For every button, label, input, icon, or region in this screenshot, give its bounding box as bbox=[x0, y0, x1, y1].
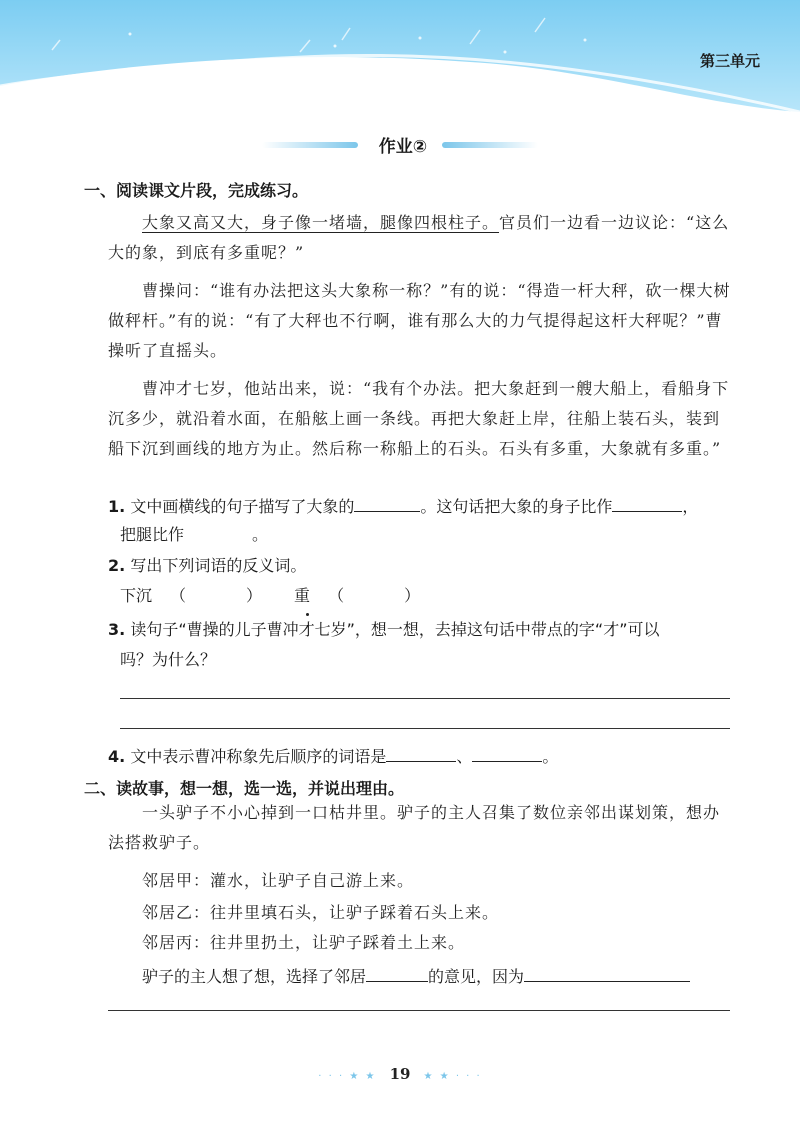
question-text: 文中表示曹冲称象先后顺序的词语是 bbox=[130, 747, 387, 766]
question-text: 把腿比作 bbox=[120, 525, 185, 544]
question-4 bbox=[108, 742, 558, 772]
question-3-line-2: 吗？为什么？ bbox=[120, 650, 217, 669]
dotted-character: 才 bbox=[299, 615, 315, 645]
answer-blank[interactable] bbox=[472, 743, 542, 762]
paren-close: ） bbox=[404, 586, 421, 605]
answer-blank[interactable] bbox=[386, 743, 456, 762]
paren-close: ） bbox=[246, 586, 263, 605]
question-1 bbox=[108, 492, 698, 522]
neighbor-bing: 邻居丙：往井里扔土，让驴子踩着土上来。 bbox=[142, 933, 466, 952]
question-text: 写出下列词语的反义词。 bbox=[130, 556, 307, 575]
question-number: 4. bbox=[108, 747, 126, 766]
story-paragraph: 一头驴子不小心掉到一口枯井里。驴子的主人召集了数位亲邻出谋划策，想办法搭救驴子。 bbox=[108, 803, 721, 852]
separator: 、 bbox=[456, 747, 473, 766]
passage-paragraph-3: 曹冲才七岁，他站出来，说：“我有个办法。把大象赶到一艘大船上，看船身下沉多少，就沿着水面，在船舷上画一条线。再把大象赶上岸，往船上装石头，装到船下沉到画线的地方为止。然后称一称船上的石头。石头有多重，大象就有多重。” bbox=[108, 379, 730, 458]
answer-line[interactable] bbox=[120, 728, 730, 729]
passage-text: 官员们一边看一边议论：“这么大的象，到底有多重呢？” bbox=[108, 213, 730, 262]
homework-title-row bbox=[0, 132, 800, 158]
question-2 bbox=[108, 551, 306, 581]
question-text: 文中画横线的句子描写了大象的 bbox=[130, 497, 355, 516]
title-decor-right bbox=[442, 142, 538, 148]
passage-1 bbox=[108, 208, 732, 464]
neighbor-jia: 邻居甲：灌水，让驴子自己游上来。 bbox=[142, 871, 415, 890]
question-text: 的意见，因为 bbox=[428, 967, 525, 986]
header-banner bbox=[0, 0, 800, 115]
question-number: 1. bbox=[108, 497, 126, 516]
question-text: 驴子的主人想了想，选择了邻居 bbox=[142, 967, 367, 986]
question-text: 。 bbox=[252, 525, 269, 544]
story-question bbox=[142, 962, 690, 992]
paren-open: （ bbox=[170, 586, 187, 605]
star-decor-left: · · · ★ ★ bbox=[318, 1071, 377, 1082]
homework-title: 作业② bbox=[378, 137, 428, 157]
section-2-heading: 二、读故事，想一想，选一选，并说出理由。 bbox=[84, 779, 405, 798]
answer-blank[interactable] bbox=[612, 493, 682, 512]
page-number: 19 bbox=[389, 1065, 411, 1083]
section-1-heading: 一、阅读课文片段，完成练习。 bbox=[84, 181, 309, 200]
answer-blank[interactable] bbox=[354, 493, 420, 512]
unit-label: 第三单元 bbox=[699, 52, 760, 70]
question-text: ， bbox=[682, 497, 699, 516]
paren-open: （ bbox=[328, 586, 345, 605]
antonym-row bbox=[120, 581, 420, 611]
star-decor-right: ★ ★ · · · bbox=[423, 1071, 482, 1082]
passage-paragraph-1 bbox=[108, 208, 732, 268]
answer-blank[interactable] bbox=[344, 582, 404, 601]
neighbor-yi: 邻居乙：往井里填石头，让驴子踩着石头上来。 bbox=[142, 903, 500, 922]
story-passage bbox=[108, 798, 732, 858]
question-text: 。 bbox=[542, 747, 559, 766]
question-text: 。这句话把大象的身子比作 bbox=[420, 497, 613, 516]
question-text: 七岁”，想一想，去掉这句话中带点的字“才”可以 bbox=[314, 620, 660, 639]
title-decor-left bbox=[262, 142, 358, 148]
underlined-sentence: 大象又高又大，身子像一堵墙，腿像四根柱子。 bbox=[142, 213, 500, 232]
answer-line[interactable] bbox=[108, 1010, 730, 1011]
page-footer bbox=[0, 1064, 800, 1083]
answer-line[interactable] bbox=[120, 698, 730, 699]
answer-blank[interactable] bbox=[184, 521, 252, 540]
antonym-word: 下沉 bbox=[120, 586, 153, 605]
passage-paragraph-2: 曹操问：“谁有办法把这头大象称一称？”有的说：“得造一杆大秤，砍一棵大树做秤杆。”有的说：“有了大秤也不行啊，谁有那么大的力气提得起这杆大秤呢？”曹操听了直摇头。 bbox=[108, 281, 731, 360]
question-1-line-2 bbox=[120, 520, 268, 550]
answer-blank[interactable] bbox=[524, 963, 690, 982]
question-text: 读句子“曹操的儿子曹冲 bbox=[130, 620, 299, 639]
answer-blank[interactable] bbox=[186, 582, 246, 601]
question-3 bbox=[108, 615, 660, 645]
answer-blank[interactable] bbox=[366, 963, 428, 982]
question-number: 3. bbox=[108, 620, 126, 639]
antonym-word: 重 bbox=[294, 586, 311, 605]
question-number: 2. bbox=[108, 556, 126, 575]
